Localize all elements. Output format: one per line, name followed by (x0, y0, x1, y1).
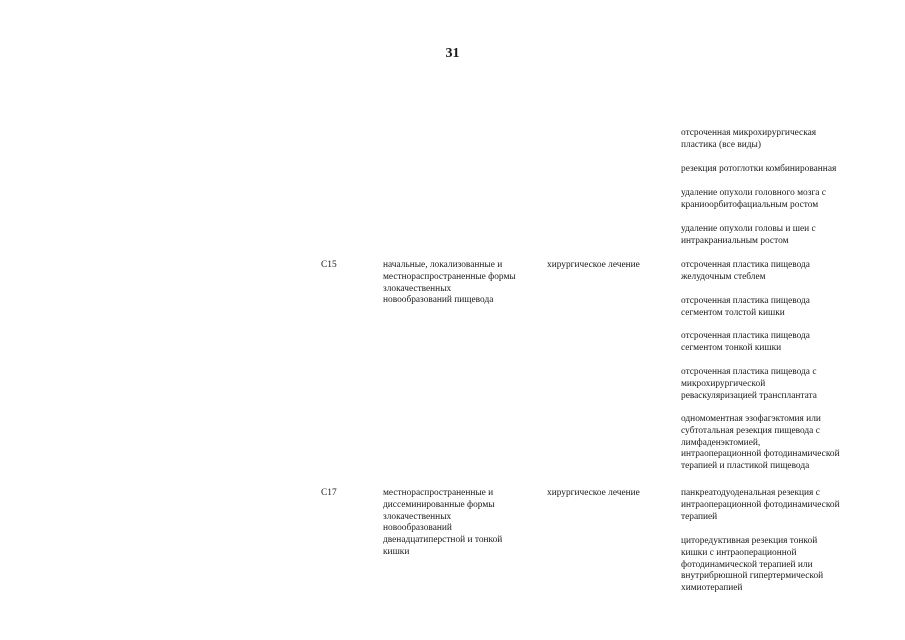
page-number: 31 (445, 46, 460, 61)
row-diagnosis: местнораспространенные и диссеминированные формы злокачественных новообразований двенадцатиперстной и тонкой кишки (383, 488, 503, 557)
method-text: отсроченная пластика пищевода с микрохирургической реваскуляризацией трансплантата (681, 367, 817, 401)
method-text: одномоментная эзофагэктомия или субтотальная резекция пищевода с лимфаденэктомией, интраоперационной фотодинамической терапией и пластикой пищевода (681, 414, 840, 472)
method-text: отсроченная пластика пищевода сегментом тонкой кишки (681, 331, 810, 353)
method-text: удаление опухоли головного мозга с краниоорбитофациальным ростом (681, 188, 826, 210)
method-text: отсроченная пластика пищевода желудочным стеблем (681, 260, 810, 282)
method-text: отсроченная пластика пищевода сегментом толстой кишки (681, 296, 810, 318)
row-diagnosis: начальные, локализованные и местнораспространенные формы злокачественных новообразований пищевода (383, 260, 516, 306)
method-text: резекция ротоглотки комбинированная (681, 164, 837, 174)
method-text: отсроченная микрохирургическая пластика (все виды) (681, 128, 817, 150)
method-text: панкреатодуоденальная резекция с интраоперационной фотодинамической терапией (681, 488, 840, 522)
method-text: удаление опухоли головы и шеи с интракраниальным ростом (681, 224, 816, 246)
row-treatment: хирургическое лечение (547, 488, 640, 498)
row-code: C17 (321, 488, 337, 498)
method-text: циторедуктивная резекция тонкой кишки с интраоперационной фотодинамической терапией или внутрибрюшной гипертермической химиотерапией (681, 536, 824, 594)
row-code: C15 (321, 260, 337, 270)
row-treatment: хирургическое лечение (547, 260, 640, 270)
